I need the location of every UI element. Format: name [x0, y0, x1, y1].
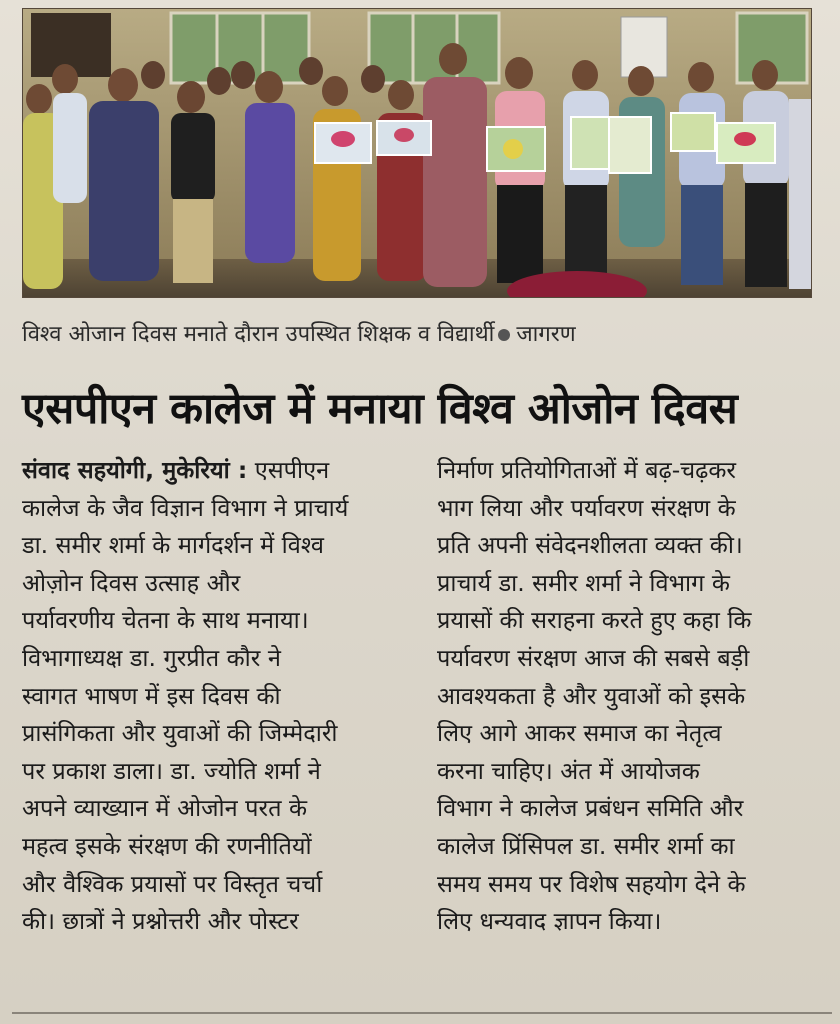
article-line: डा. समीर शर्मा के मार्गदर्शन में विश्व	[22, 531, 324, 560]
article-line: स्वागत भाषण में इस दिवस की	[22, 681, 281, 710]
article-line: लिए धन्यवाद ज्ञापन किया।	[437, 907, 662, 936]
bullet-icon	[498, 329, 510, 341]
article-column-left	[22, 452, 417, 941]
article-line: पर्यावरण संरक्षण आज की सबसे बड़ी	[437, 643, 750, 672]
headline: एसपीएन कालेज में मनाया विश्व ओजोन दिवस	[22, 384, 738, 434]
article-column-right	[437, 452, 827, 941]
bottom-rule	[12, 1012, 832, 1014]
article-line: कालेज के जैव विज्ञान विभाग ने प्राचार्य	[22, 493, 349, 522]
article-line: कालेज प्रिंसिपल डा. समीर शर्मा का	[437, 831, 735, 860]
article-line: करना चाहिए। अंत में आयोजक	[437, 756, 700, 785]
article-line: महत्व इसके संरक्षण की रणनीतियों	[22, 831, 312, 860]
article-line: प्रयासों की सराहना करते हुए कहा कि	[437, 606, 752, 635]
caption-source: जागरण	[516, 322, 576, 347]
article-line	[22, 452, 417, 490]
article-line: लिए आगे आकर समाज का नेतृत्व	[437, 719, 722, 748]
article-line: निर्माण प्रतियोगिताओं में बढ़-चढ़कर	[437, 456, 737, 484]
photo-caption	[22, 318, 812, 352]
article-line: आवश्यकता है और युवाओं को इसके	[437, 681, 746, 710]
article-line: और वैश्विक प्रयासों पर विस्तृत चर्चा	[22, 869, 323, 898]
article-line: पर प्रकाश डाला। डा. ज्योति शर्मा ने	[22, 756, 321, 785]
article-line: समय समय पर विशेष सहयोग देने के	[437, 869, 746, 898]
byline: संवाद सहयोगी, मुकेरियां :	[22, 456, 248, 484]
article-line: विभाग ने कालेज प्रबंधन समिति और	[437, 794, 744, 823]
article-line: की। छात्रों ने प्रश्नोत्तरी और पोस्टर	[22, 907, 299, 936]
article-line: प्रति अपनी संवेदनशीलता व्यक्त की।	[437, 531, 743, 560]
article-line-text: एसपीएन	[247, 456, 330, 484]
article-line: विभागाध्यक्ष डा. गुरप्रीत कौर ने	[22, 643, 281, 672]
article-line: अपने व्याख्यान में ओजोन परत के	[22, 794, 308, 823]
article-line: प्रासंगिकता और युवाओं की जिम्मेदारी	[22, 719, 338, 748]
caption-text: विश्व ओजान दिवस मनाते दौरान उपस्थित शिक्षक व विद्यार्थी	[22, 322, 495, 347]
group-photo-illustration	[23, 9, 811, 297]
article-line: पर्यावरणीय चेतना के साथ मनाया।	[22, 606, 309, 635]
group-photo	[22, 8, 812, 298]
article-line: भाग लिया और पर्यावरण संरक्षण के	[437, 493, 736, 522]
article-line: प्राचार्य डा. समीर शर्मा ने विभाग के	[437, 568, 730, 597]
article-line: ओज़ोन दिवस उत्साह और	[22, 568, 241, 597]
